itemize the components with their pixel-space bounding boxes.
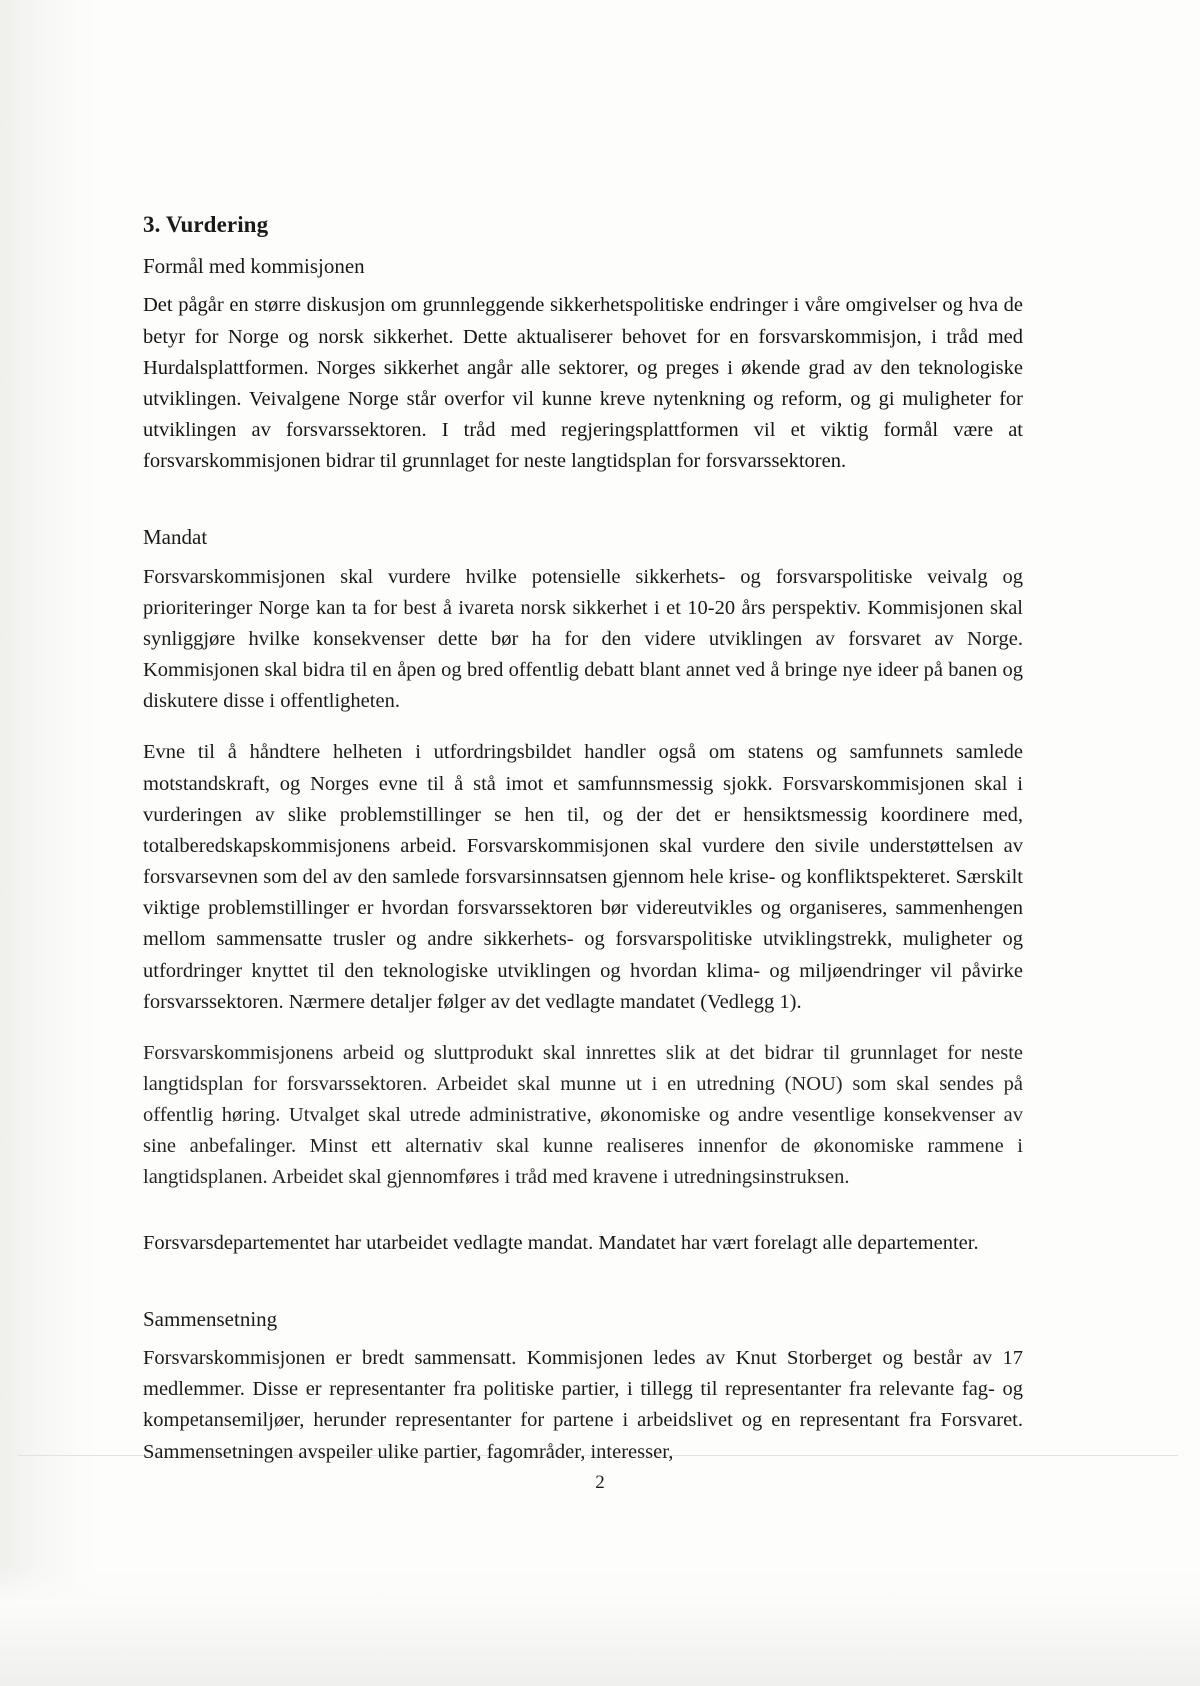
paragraph: Forsvarskommisjonen skal vurdere hvilke potensielle sikkerhets- og forsvarspolitiske veivalg og prioriteringer Norge kan ta for best å ivareta norsk sikkerhet i et 10-20 års perspektiv. Kommisjonen skal synliggjøre hvilke konsekvenser dette bør ha for den videre utviklingen av forsvaret av Norge. Kommisjonen skal bidra til en åpen og bred offentlig debatt blant annet ved å bringe nye ideer på banen og diskutere disse i offentligheten.: [143, 565, 1023, 713]
paragraph: Det pågår en større diskusjon om grunnleggende sikkerhetspolitiske endringer i våre omgivelser og hva de betyr for Norge og norsk sikkerhet. Dette aktualiserer behovet for en forsvarskommisjon, i tråd med Hurdalsplattformen. Norges sikkerhet angår alle sektorer, og preges i økende grad av den teknologiske utviklingen. Veivalgene Norge står overfor vil kunne kreve nytenkning og reform, og gi muligheter for utviklingen av forsvarssektoren. I tråd med regjeringsplattformen vil et viktig formål være at forsvarskommisjonen bidrar til grunnlaget for neste langtidsplan for forsvarssektoren.: [143, 294, 1023, 473]
section-spacer: [143, 497, 1023, 523]
section-subheading-mandat: Mandat: [143, 525, 208, 550]
page-title: 3. Vurdering: [143, 212, 269, 237]
paragraph: Forsvarskommisjonens arbeid og sluttprodukt skal innrettes slik at det bidrar til grunnlaget for neste langtidsplan for forsvarssektoren. Arbeidet skal munne ut i en utredning (NOU) som skal sendes på offentlig høring. Utvalget skal utrede administrative, økonomiske og andre vesentlige konsekvenser av sine anbefalinger. Minst ett alternativ skal kunne realiseres innenfor de økonomiske rammene i langtidsplanen. Arbeidet skal gjennomføres i tråd med kravene i utredningsinstruksen.: [143, 1041, 1023, 1189]
section-subheading-formaal: Formål med kommisjonen: [143, 254, 365, 278]
document-body: [143, 212, 1023, 1468]
scan-shadow-left: [0, 0, 96, 1686]
section-subheading-sammensetning: Sammensetning: [143, 1306, 278, 1331]
paragraph: Forsvarskommisjonen er bredt sammensatt. Kommisjonen ledes av Knut Storberget og består av 17 medlemmer. Disse er representanter fra politiske partier, i tillegg til representanter fra relevante fag- og kompetansemiljøer, herunder representanter for partene i arbeidslivet og en representant fra Forsvaret. Sammensetningen avspeiler ulike partier, fagområder, interesser,: [143, 1347, 1023, 1463]
paragraph: Evne til å håndtere helheten i utfordringsbildet handler også om statens og samfunnets samlede motstandskraft, og Norges evne til å stå imot et samfunnsmessig sjokk. Forsvarskommisjonen skal i vurderingen av slike problemstillinger se hen til, og der det er hensiktsmessig koordinere med, totalberedskapskommisjonens arbeid. Forsvarskommisjonen skal vurdere den sivile understøttelsen av forsvarsevnen som del av den samlede forsvarsinnsatsen gjennom hele krise- og konfliktspekteret. Særskilt viktige problemstillinger er hvordan forsvarssektoren bør videreutvikles og organiseres, sammenhengen mellom sammensatte trusler og andre sikkerhets- og forsvarspolitiske utviklingstrekk, muligheter og utfordringer knyttet til den teknologiske utviklingen og hvordan klima- og miljøendringer vil påvirke forsvarssektoren. Nærmere detaljer følger av det vedlagte mandatet (Vedlegg 1).: [143, 741, 1023, 1013]
scan-shadow-bottom: [0, 1566, 1200, 1686]
page-number: 2: [595, 1472, 605, 1493]
section-spacer: [143, 1214, 1023, 1228]
section-spacer: [143, 1279, 1023, 1305]
paragraph: Forsvarsdepartementet har utarbeidet vedlagte mandat. Mandatet har vært forelagt alle departementer.: [143, 1231, 979, 1254]
